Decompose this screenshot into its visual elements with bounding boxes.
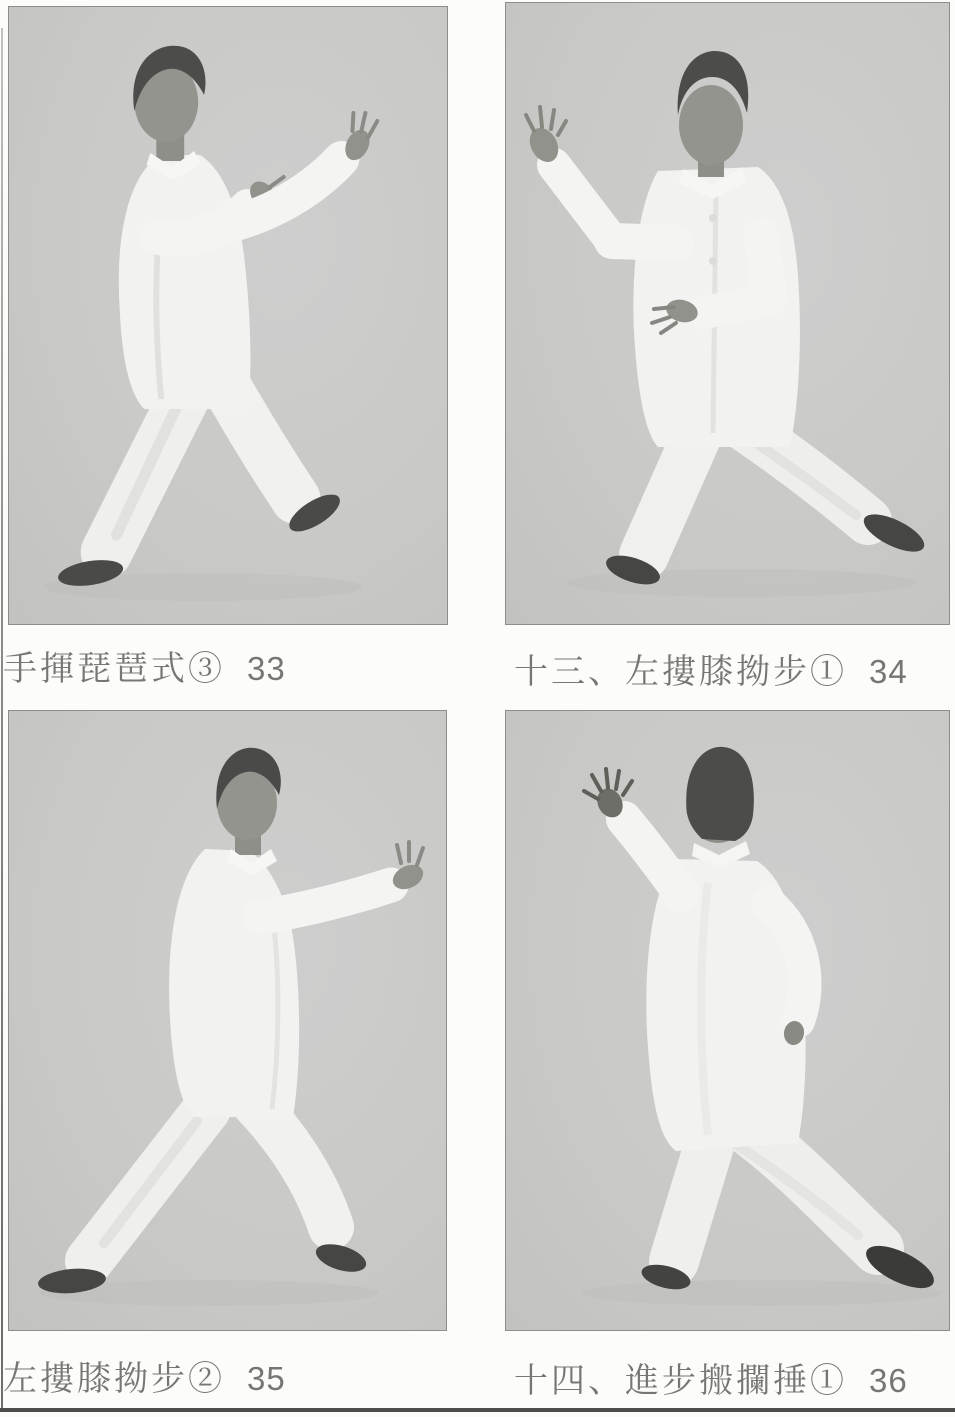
taichi-pose-photo-33 bbox=[9, 7, 447, 624]
page-edge-scan-line bbox=[1, 28, 3, 1412]
caption-fig-36 bbox=[514, 1353, 908, 1402]
taichi-pose-photo-34 bbox=[506, 3, 949, 624]
caption-fig-33 bbox=[3, 641, 286, 690]
caption-text: 左摟膝拗步② bbox=[3, 1361, 225, 1398]
photo-fig-35 bbox=[8, 710, 447, 1331]
caption-text: 十三、左摟膝拗步① bbox=[514, 654, 847, 691]
photo-fig-33 bbox=[8, 6, 448, 625]
photo-number: 35 bbox=[247, 1360, 286, 1397]
caption-text: 手揮琵琶式③ bbox=[3, 651, 225, 688]
photo-fig-36 bbox=[505, 710, 950, 1331]
caption-text: 十四、進步搬攔捶① bbox=[514, 1363, 847, 1400]
caption-fig-34 bbox=[514, 644, 908, 693]
taichi-pose-photo-35 bbox=[9, 711, 446, 1330]
photo-number: 33 bbox=[247, 650, 286, 687]
taichi-pose-photo-36 bbox=[506, 711, 949, 1330]
photo-fig-34 bbox=[505, 2, 950, 625]
caption-fig-35 bbox=[3, 1351, 286, 1400]
photo-number: 34 bbox=[869, 653, 908, 690]
photo-number: 36 bbox=[869, 1362, 908, 1399]
page-bottom-rule bbox=[0, 1408, 955, 1412]
